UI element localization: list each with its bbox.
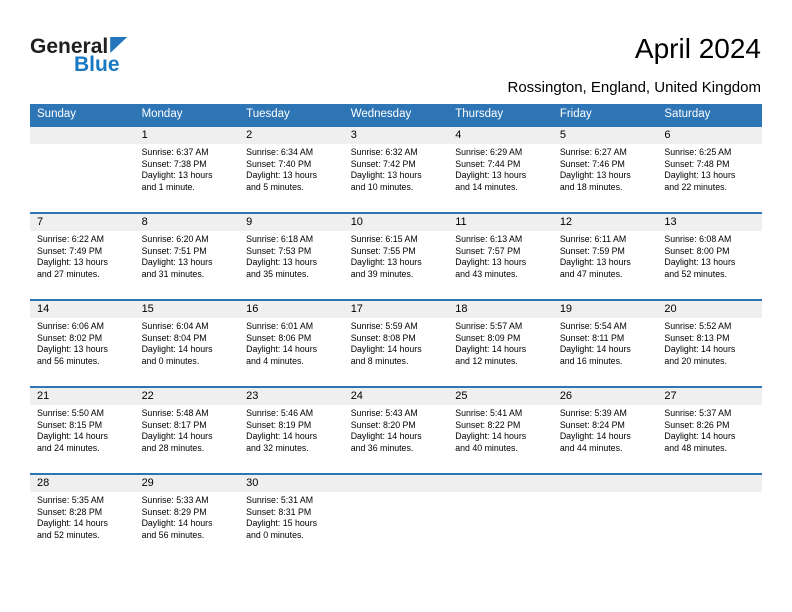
day-number: 27 — [657, 388, 762, 405]
day-number: 14 — [30, 301, 135, 318]
daylight-line2: and 14 minutes. — [455, 181, 518, 192]
day-cell — [239, 474, 344, 561]
sunset-text: Sunset: 7:42 PM — [350, 158, 416, 169]
sunset-text: Sunset: 7:53 PM — [246, 245, 312, 256]
day-number: 29 — [135, 475, 240, 492]
day-number — [448, 475, 553, 492]
sunrise-text: Sunrise: 6:32 AM — [350, 147, 418, 157]
day-details — [135, 405, 240, 454]
daylight-line1: Daylight: 13 hours — [141, 257, 213, 268]
daylight-line1: Daylight: 13 hours — [350, 257, 422, 268]
day-details — [448, 405, 553, 454]
weekday-header-monday: Monday — [135, 104, 240, 126]
day-details — [553, 231, 658, 280]
sunrise-text: Sunrise: 5:48 AM — [141, 408, 209, 418]
day-cell — [135, 300, 240, 387]
day-details — [30, 405, 135, 454]
day-details — [448, 318, 553, 367]
daylight-line1: Daylight: 14 hours — [455, 431, 527, 442]
daylight-line1: Daylight: 14 hours — [141, 431, 213, 442]
sunset-text: Sunset: 7:44 PM — [455, 158, 521, 169]
daylight-line2: and 0 minutes. — [246, 529, 304, 540]
sunset-text: Sunset: 7:51 PM — [141, 245, 207, 256]
day-details — [553, 144, 658, 193]
day-cell — [448, 213, 553, 300]
day-details — [344, 492, 449, 495]
day-number: 15 — [135, 301, 240, 318]
daylight-line1: Daylight: 14 hours — [141, 518, 213, 529]
day-details — [448, 144, 553, 193]
day-details — [344, 318, 449, 367]
daylight-line2: and 44 minutes. — [559, 442, 623, 453]
daylight-line1: Daylight: 13 hours — [559, 170, 631, 181]
day-details — [448, 492, 553, 495]
daylight-line2: and 52 minutes. — [37, 529, 100, 540]
day-number: 10 — [344, 214, 449, 231]
sunrise-text: Sunrise: 5:33 AM — [141, 495, 209, 505]
sunset-text: Sunset: 8:28 PM — [37, 506, 103, 517]
daylight-line1: Daylight: 14 hours — [37, 431, 108, 442]
day-number: 30 — [239, 475, 344, 492]
sunrise-text: Sunrise: 5:41 AM — [455, 408, 523, 418]
daylight-line1: Daylight: 13 hours — [37, 344, 108, 355]
day-number: 4 — [448, 127, 553, 144]
sunset-text: Sunset: 8:20 PM — [350, 419, 416, 430]
sunset-text: Sunset: 8:04 PM — [141, 332, 207, 343]
day-cell — [135, 387, 240, 474]
day-number: 12 — [553, 214, 658, 231]
day-details — [344, 405, 449, 454]
sunrise-text: Sunrise: 6:18 AM — [246, 234, 314, 244]
sunset-text: Sunset: 8:29 PM — [141, 506, 207, 517]
week-row — [30, 300, 762, 387]
sunset-text: Sunset: 8:19 PM — [246, 419, 312, 430]
week-row — [30, 387, 762, 474]
sunrise-text: Sunrise: 5:35 AM — [37, 495, 104, 505]
day-cell — [657, 474, 762, 561]
day-details — [657, 144, 762, 193]
day-details — [30, 492, 135, 541]
day-cell — [448, 474, 553, 561]
page-subtitle: Rossington, England, United Kingdom — [507, 79, 761, 96]
weekday-header-row — [30, 104, 762, 126]
sunrise-text: Sunrise: 6:29 AM — [455, 147, 523, 157]
daylight-line1: Daylight: 13 hours — [664, 257, 736, 268]
calendar-table — [30, 104, 762, 561]
day-details — [239, 231, 344, 280]
sunrise-text: Sunrise: 5:43 AM — [350, 408, 418, 418]
sunset-text: Sunset: 7:40 PM — [246, 158, 312, 169]
daylight-line2: and 27 minutes. — [37, 268, 100, 279]
day-details — [135, 492, 240, 541]
day-number: 13 — [657, 214, 762, 231]
daylight-line2: and 52 minutes. — [664, 268, 727, 279]
calendar — [30, 104, 762, 561]
day-number: 3 — [344, 127, 449, 144]
sunset-text: Sunset: 8:00 PM — [664, 245, 730, 256]
daylight-line2: and 10 minutes. — [350, 181, 414, 192]
day-number: 22 — [135, 388, 240, 405]
day-cell — [448, 126, 553, 213]
day-number: 16 — [239, 301, 344, 318]
daylight-line1: Daylight: 13 hours — [455, 170, 527, 181]
day-cell — [30, 126, 135, 213]
sunset-text: Sunset: 8:15 PM — [37, 419, 103, 430]
day-number: 24 — [344, 388, 449, 405]
weekday-header-sunday: Sunday — [30, 104, 135, 126]
day-number: 19 — [553, 301, 658, 318]
daylight-line2: and 35 minutes. — [246, 268, 309, 279]
daylight-line1: Daylight: 14 hours — [559, 431, 631, 442]
day-details — [135, 231, 240, 280]
sunset-text: Sunset: 7:48 PM — [664, 158, 730, 169]
day-details — [239, 492, 344, 541]
day-cell — [239, 126, 344, 213]
day-cell — [344, 300, 449, 387]
daylight-line2: and 20 minutes. — [664, 355, 727, 366]
daylight-line1: Daylight: 13 hours — [455, 257, 527, 268]
day-cell — [30, 474, 135, 561]
sunset-text: Sunset: 8:24 PM — [559, 419, 625, 430]
daylight-line1: Daylight: 14 hours — [37, 518, 108, 529]
daylight-line2: and 22 minutes. — [664, 181, 727, 192]
daylight-line2: and 48 minutes. — [664, 442, 727, 453]
week-row — [30, 213, 762, 300]
day-cell — [344, 474, 449, 561]
day-details — [344, 144, 449, 193]
weekday-header-saturday: Saturday — [657, 104, 762, 126]
daylight-line1: Daylight: 14 hours — [246, 431, 318, 442]
sunrise-text: Sunrise: 5:39 AM — [559, 408, 627, 418]
day-cell — [553, 474, 658, 561]
daylight-line2: and 31 minutes. — [141, 268, 205, 279]
daylight-line2: and 40 minutes. — [455, 442, 518, 453]
sunset-text: Sunset: 7:57 PM — [455, 245, 521, 256]
day-number: 21 — [30, 388, 135, 405]
daylight-line1: Daylight: 14 hours — [350, 344, 422, 355]
day-details — [657, 318, 762, 367]
day-number: 8 — [135, 214, 240, 231]
day-details — [239, 318, 344, 367]
day-cell — [239, 300, 344, 387]
day-number — [344, 475, 449, 492]
daylight-line2: and 36 minutes. — [350, 442, 414, 453]
daylight-line2: and 8 minutes. — [350, 355, 409, 366]
daylight-line1: Daylight: 13 hours — [664, 170, 736, 181]
daylight-line2: and 0 minutes. — [141, 355, 200, 366]
daylight-line1: Daylight: 13 hours — [37, 257, 108, 268]
day-details — [553, 492, 658, 495]
sunset-text: Sunset: 8:06 PM — [246, 332, 312, 343]
day-cell — [30, 387, 135, 474]
sunrise-text: Sunrise: 5:54 AM — [559, 321, 627, 331]
sunrise-text: Sunrise: 5:50 AM — [37, 408, 104, 418]
day-cell — [344, 126, 449, 213]
day-number: 5 — [553, 127, 658, 144]
daylight-line2: and 39 minutes. — [350, 268, 414, 279]
daylight-line1: Daylight: 13 hours — [559, 257, 631, 268]
sunrise-text: Sunrise: 6:01 AM — [246, 321, 314, 331]
day-details — [239, 405, 344, 454]
sunset-text: Sunset: 7:59 PM — [559, 245, 625, 256]
day-cell — [135, 474, 240, 561]
sunrise-text: Sunrise: 6:27 AM — [559, 147, 627, 157]
sunrise-text: Sunrise: 6:15 AM — [350, 234, 418, 244]
daylight-line1: Daylight: 14 hours — [559, 344, 631, 355]
sunset-text: Sunset: 7:55 PM — [350, 245, 416, 256]
day-cell — [553, 387, 658, 474]
daylight-line1: Daylight: 13 hours — [350, 170, 422, 181]
day-details — [30, 318, 135, 367]
sunset-text: Sunset: 8:22 PM — [455, 419, 521, 430]
sunset-text: Sunset: 7:49 PM — [37, 245, 103, 256]
day-details — [553, 405, 658, 454]
day-number: 11 — [448, 214, 553, 231]
day-cell — [553, 126, 658, 213]
daylight-line1: Daylight: 14 hours — [350, 431, 422, 442]
sunrise-text: Sunrise: 6:20 AM — [141, 234, 209, 244]
day-cell — [344, 213, 449, 300]
sunrise-text: Sunrise: 5:59 AM — [350, 321, 418, 331]
day-number: 26 — [553, 388, 658, 405]
logo-text-blue: Blue — [74, 53, 120, 76]
sunrise-text: Sunrise: 6:37 AM — [141, 147, 209, 157]
daylight-line2: and 24 minutes. — [37, 442, 100, 453]
sunrise-text: Sunrise: 6:11 AM — [559, 234, 627, 244]
day-number: 7 — [30, 214, 135, 231]
sunrise-text: Sunrise: 6:08 AM — [664, 234, 732, 244]
day-cell — [657, 300, 762, 387]
daylight-line1: Daylight: 14 hours — [246, 344, 318, 355]
daylight-line2: and 5 minutes. — [246, 181, 304, 192]
day-cell — [448, 300, 553, 387]
day-number — [30, 127, 135, 144]
day-cell — [448, 387, 553, 474]
day-cell — [344, 387, 449, 474]
daylight-line1: Daylight: 13 hours — [141, 170, 213, 181]
weekday-header-thursday: Thursday — [448, 104, 553, 126]
daylight-line2: and 56 minutes. — [141, 529, 205, 540]
day-number: 17 — [344, 301, 449, 318]
day-number: 28 — [30, 475, 135, 492]
day-details — [344, 231, 449, 280]
day-number: 1 — [135, 127, 240, 144]
sunset-text: Sunset: 7:46 PM — [559, 158, 625, 169]
day-cell — [239, 387, 344, 474]
day-details — [239, 144, 344, 193]
sunrise-text: Sunrise: 6:13 AM — [455, 234, 523, 244]
day-cell — [657, 213, 762, 300]
daylight-line2: and 12 minutes. — [455, 355, 518, 366]
daylight-line1: Daylight: 14 hours — [664, 431, 736, 442]
sunset-text: Sunset: 8:17 PM — [141, 419, 207, 430]
day-cell — [30, 213, 135, 300]
daylight-line2: and 56 minutes. — [37, 355, 100, 366]
daylight-line2: and 32 minutes. — [246, 442, 309, 453]
sunrise-text: Sunrise: 6:06 AM — [37, 321, 104, 331]
day-cell — [135, 126, 240, 213]
day-details — [657, 405, 762, 454]
daylight-line1: Daylight: 13 hours — [246, 257, 318, 268]
daylight-line2: and 28 minutes. — [141, 442, 205, 453]
daylight-line2: and 43 minutes. — [455, 268, 518, 279]
day-number: 2 — [239, 127, 344, 144]
day-number: 6 — [657, 127, 762, 144]
daylight-line1: Daylight: 14 hours — [141, 344, 213, 355]
sunset-text: Sunset: 7:38 PM — [141, 158, 207, 169]
daylight-line2: and 4 minutes. — [246, 355, 304, 366]
sunset-text: Sunset: 8:26 PM — [664, 419, 730, 430]
day-number — [657, 475, 762, 492]
weekday-header-friday: Friday — [553, 104, 658, 126]
logo-text-general: General — [30, 35, 109, 58]
sunrise-text: Sunrise: 5:57 AM — [455, 321, 523, 331]
day-number: 25 — [448, 388, 553, 405]
week-row — [30, 126, 762, 213]
day-cell — [135, 213, 240, 300]
sunset-text: Sunset: 8:13 PM — [664, 332, 730, 343]
sunset-text: Sunset: 8:09 PM — [455, 332, 521, 343]
daylight-line2: and 18 minutes. — [559, 181, 623, 192]
day-cell — [657, 387, 762, 474]
sunrise-text: Sunrise: 5:37 AM — [664, 408, 732, 418]
day-details — [448, 231, 553, 280]
day-details — [135, 318, 240, 367]
day-number: 23 — [239, 388, 344, 405]
sunrise-text: Sunrise: 6:22 AM — [37, 234, 104, 244]
weekday-header-wednesday: Wednesday — [344, 104, 449, 126]
day-details — [553, 318, 658, 367]
day-number — [553, 475, 658, 492]
day-number: 20 — [657, 301, 762, 318]
day-cell — [553, 300, 658, 387]
daylight-line1: Daylight: 15 hours — [246, 518, 318, 529]
week-row — [30, 474, 762, 561]
daylight-line2: and 47 minutes. — [559, 268, 623, 279]
daylight-line1: Daylight: 14 hours — [455, 344, 527, 355]
daylight-line2: and 1 minute. — [141, 181, 195, 192]
day-details — [30, 144, 135, 147]
generalblue-logo — [30, 36, 127, 75]
sunset-text: Sunset: 8:02 PM — [37, 332, 103, 343]
sunrise-text: Sunrise: 6:25 AM — [664, 147, 732, 157]
daylight-line2: and 16 minutes. — [559, 355, 623, 366]
daylight-line1: Daylight: 13 hours — [246, 170, 318, 181]
day-number: 18 — [448, 301, 553, 318]
page-title: April 2024 — [634, 33, 761, 64]
sunset-text: Sunset: 8:08 PM — [350, 332, 416, 343]
day-cell — [657, 126, 762, 213]
day-number: 9 — [239, 214, 344, 231]
day-cell — [553, 213, 658, 300]
day-cell — [30, 300, 135, 387]
daylight-line1: Daylight: 14 hours — [664, 344, 736, 355]
day-details — [657, 492, 762, 495]
logo-triangle-icon — [110, 37, 127, 53]
day-details — [657, 231, 762, 280]
sunrise-text: Sunrise: 5:31 AM — [246, 495, 314, 505]
sunrise-text: Sunrise: 6:04 AM — [141, 321, 209, 331]
sunrise-text: Sunrise: 5:52 AM — [664, 321, 732, 331]
day-cell — [239, 213, 344, 300]
day-details — [135, 144, 240, 193]
sunrise-text: Sunrise: 6:34 AM — [246, 147, 314, 157]
sunset-text: Sunset: 8:11 PM — [559, 332, 625, 343]
sunset-text: Sunset: 8:31 PM — [246, 506, 312, 517]
weekday-header-tuesday: Tuesday — [239, 104, 344, 126]
sunrise-text: Sunrise: 5:46 AM — [246, 408, 314, 418]
day-details — [30, 231, 135, 280]
